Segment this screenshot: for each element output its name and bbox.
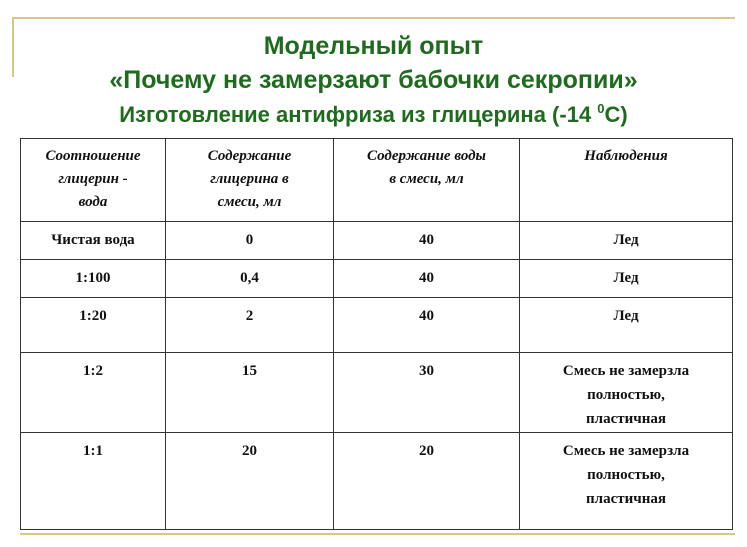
slide-title: Модельный опыт <box>263 32 484 60</box>
cell-observation <box>520 222 733 260</box>
observation-line: полностью, <box>587 387 665 403</box>
header-line: в смеси, мл <box>389 171 464 187</box>
cell-glycerin: 0,4 <box>166 260 334 298</box>
observation-line: Лед <box>613 308 639 324</box>
cell-ratio: 1:100 <box>21 260 166 298</box>
table-row <box>21 353 733 433</box>
header-line: смеси, мл <box>217 194 282 210</box>
observation-line: полностью, <box>587 467 665 483</box>
header-line: глицерин - <box>58 171 128 187</box>
header-water <box>334 139 520 222</box>
header-line: Содержание <box>207 148 292 164</box>
observation-line: Лед <box>613 232 639 248</box>
cell-water: 20 <box>334 433 520 530</box>
observation-line: пластичная <box>586 491 666 507</box>
cell-observation <box>520 433 733 530</box>
subtitle-unit: С) <box>604 102 628 127</box>
subtitle-text: Изготовление антифриза из глицерина (-14 <box>119 102 598 127</box>
degree-superscript: 0 <box>597 101 605 116</box>
header-line: вода <box>78 194 108 210</box>
observation-line: пластичная <box>586 411 666 427</box>
cell-observation <box>520 353 733 433</box>
table-header-row <box>21 139 733 222</box>
header-observations <box>520 139 733 222</box>
slide-subtitle <box>0 101 747 129</box>
cell-glycerin: 20 <box>166 433 334 530</box>
bottom-border-line <box>20 533 735 535</box>
slide-title-quote: «Почему не замерзают бабочки секропии» <box>109 66 638 94</box>
table-row <box>21 260 733 298</box>
header-line: глицерина в <box>210 171 289 187</box>
observation-line: Смесь не замерзла <box>562 363 690 379</box>
cell-glycerin: 15 <box>166 353 334 433</box>
cell-ratio: Чистая вода <box>21 222 166 260</box>
cell-water: 40 <box>334 260 520 298</box>
table-row <box>21 433 733 530</box>
cell-glycerin: 2 <box>166 298 334 353</box>
observation-line: Лед <box>613 270 639 286</box>
cell-glycerin: 0 <box>166 222 334 260</box>
header-line: Содержание воды <box>367 148 486 164</box>
cell-observation <box>520 260 733 298</box>
cell-water: 40 <box>334 298 520 353</box>
cell-ratio: 1:1 <box>21 433 166 530</box>
top-border-line <box>12 17 735 19</box>
cell-water: 30 <box>334 353 520 433</box>
observation-line: Смесь не замерзла <box>562 443 690 459</box>
table-row <box>21 222 733 260</box>
table-row <box>21 298 733 353</box>
header-line: Наблюдения <box>584 148 668 164</box>
cell-water: 40 <box>334 222 520 260</box>
cell-ratio: 1:20 <box>21 298 166 353</box>
header-glycerin <box>166 139 334 222</box>
header-ratio <box>21 139 166 222</box>
experiment-table <box>20 138 733 530</box>
cell-ratio: 1:2 <box>21 353 166 433</box>
cell-observation <box>520 298 733 353</box>
header-line: Соотношение <box>45 148 141 164</box>
